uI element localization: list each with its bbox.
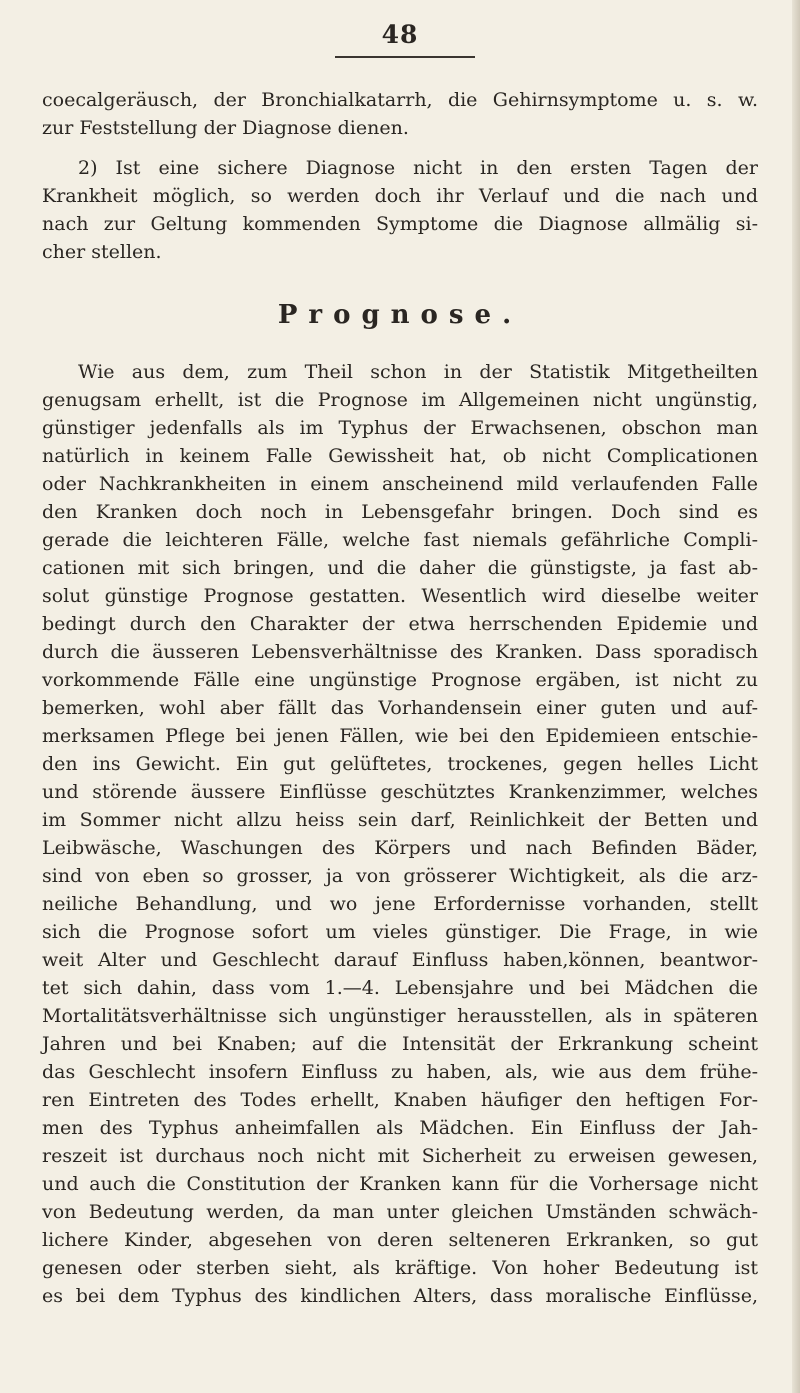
text-line: den ins Gewicht. Ein gut gelüftetes, trockenes, gegen helles Licht <box>42 753 758 775</box>
paragraph-2 <box>42 154 758 266</box>
text-line: coecalgeräusch, der Bronchialkatarrh, die Gehirnsymptome u. s. w. <box>42 89 758 111</box>
text-line: bedingt durch den Charakter der etwa herrschenden Epidemie und <box>42 613 758 635</box>
page-number: 48 <box>381 20 419 49</box>
text-line: das Geschlecht insofern Einfluss zu haben, als, wie aus dem frühe- <box>42 1061 758 1083</box>
text-line: und auch die Constitution der Kranken kann für die Vorhersage nicht <box>42 1173 758 1195</box>
text-line: merksamen Pflege bei jenen Fällen, wie bei den Epidemieen entschie- <box>42 725 758 747</box>
text-line: Leibwäsche, Waschungen des Körpers und nach Befinden Bäder, <box>42 837 758 859</box>
text-line: lichere Kinder, abgesehen von deren selteneren Erkranken, so gut <box>42 1229 758 1251</box>
text-line: gerade die leichteren Fälle, welche fast niemals gefährliche Compli- <box>42 529 758 551</box>
text-line: nach zur Geltung kommenden Symptome die Diagnose allmälig si- <box>42 213 758 235</box>
top-paragraph <box>42 86 758 142</box>
text-line: sich die Prognose sofort um vieles günstiger. Die Frage, in wie <box>42 921 758 943</box>
text-line: ren Eintreten des Todes erhellt, Knaben häufiger den heftigen For- <box>42 1089 758 1111</box>
section-heading: Prognose. <box>277 300 523 330</box>
text-line: Mortalitätsverhältnisse sich ungünstiger herausstellen, als in späteren <box>42 1005 758 1027</box>
text-line: durch die äusseren Lebensverhältnisse des Kranken. Dass sporadisch <box>42 641 758 663</box>
text-line: reszeit ist durchaus noch nicht mit Sicherheit zu erweisen gewesen, <box>42 1145 758 1167</box>
text-line: weit Alter und Geschlecht darauf Einfluss haben,können, beantwor- <box>42 949 758 971</box>
prognose-paragraph <box>42 358 758 1310</box>
text-line: genugsam erhellt, ist die Prognose im Allgemeinen nicht ungünstig, <box>42 389 758 411</box>
text-line: den Kranken doch noch in Lebensgefahr bringen. Doch sind es <box>42 501 758 523</box>
text-line: neiliche Behandlung, und wo jene Erfordernisse vorhanden, stellt <box>42 893 758 915</box>
page-edge-shadow <box>792 0 800 1393</box>
text-line: im Sommer nicht allzu heiss sein darf, Reinlichkeit der Betten und <box>42 809 758 831</box>
text-line: sind von eben so grosser, ja von grösserer Wichtigkeit, als die arz- <box>42 865 758 887</box>
page-number-rule <box>335 56 475 58</box>
text-line: von Bedeutung werden, da man unter gleichen Umständen schwäch- <box>42 1201 758 1223</box>
text-line: Wie aus dem, zum Theil schon in der Statistik Mitgetheilten <box>78 361 758 383</box>
text-line: genesen oder sterben sieht, als kräftige. Von hoher Bedeutung ist <box>42 1257 758 1279</box>
text-line: oder Nachkrankheiten in einem anscheinend mild verlaufenden Falle <box>42 473 758 495</box>
text-line: cationen mit sich bringen, und die daher die günstigste, ja fast ab- <box>42 557 758 579</box>
text-line: men des Typhus anheimfallen als Mädchen. Ein Einfluss der Jah- <box>42 1117 758 1139</box>
text-line: solut günstige Prognose gestatten. Wesentlich wird dieselbe weiter <box>42 585 758 607</box>
text-line: es bei dem Typhus des kindlichen Alters, dass moralische Einflüsse, <box>42 1285 758 1307</box>
text-line: 2) Ist eine sichere Diagnose nicht in den ersten Tagen der <box>78 157 758 179</box>
text-line: cher stellen. <box>42 241 162 263</box>
text-line: zur Feststellung der Diagnose dienen. <box>42 117 409 139</box>
text-line: vorkommende Fälle eine ungünstige Prognose ergäben, ist nicht zu <box>42 669 758 691</box>
text-line: Krankheit möglich, so werden doch ihr Verlauf und die nach und <box>42 185 758 207</box>
text-line: natürlich in keinem Falle Gewissheit hat, ob nicht Complicationen <box>42 445 758 467</box>
text-line: und störende äussere Einflüsse geschütztes Krankenzimmer, welches <box>42 781 758 803</box>
text-line: Jahren und bei Knaben; auf die Intensität der Erkrankung scheint <box>42 1033 758 1055</box>
text-line: günstiger jedenfalls als im Typhus der Erwachsenen, obschon man <box>42 417 758 439</box>
text-line: bemerken, wohl aber fällt das Vorhandensein einer guten und auf- <box>42 697 758 719</box>
text-line: tet sich dahin, dass vom 1.—4. Lebensjahre und bei Mädchen die <box>42 977 758 999</box>
